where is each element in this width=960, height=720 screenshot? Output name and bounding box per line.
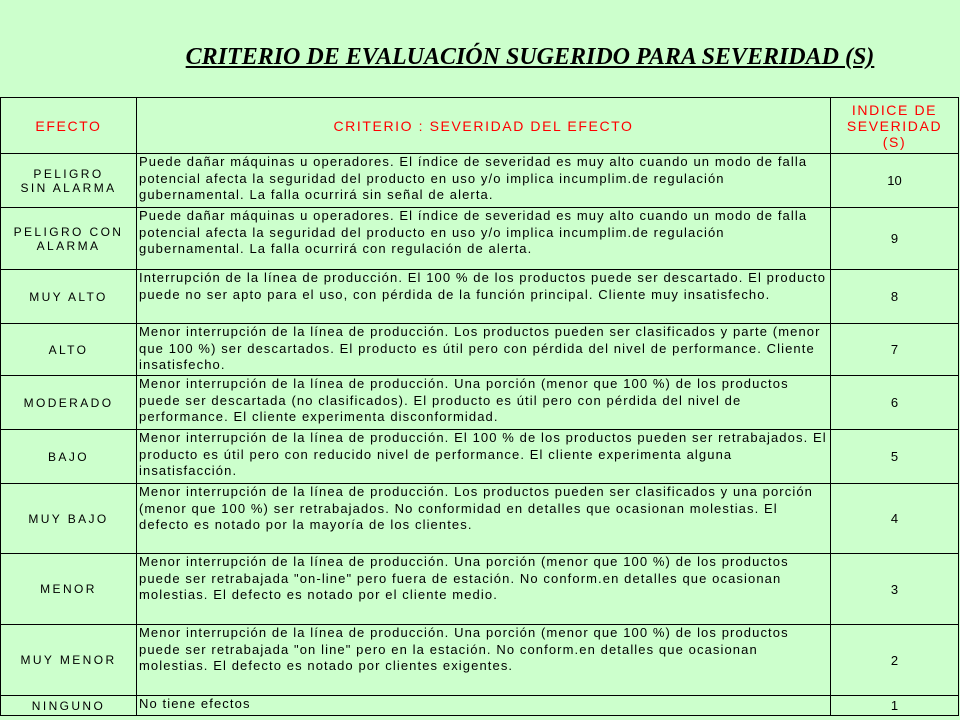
table-row (1, 554, 959, 625)
efecto-cell: ALTO (1, 324, 137, 376)
severity-criteria-table (0, 97, 959, 716)
indice-cell: 9 (831, 208, 959, 270)
indice-cell: 1 (831, 696, 959, 716)
criterio-cell: Puede dañar máquinas u operadores. El índice de severidad es muy alto cuando un modo de falla potencial afecta la seguridad del producto en uso y/o implica incumplim.de regulación gubernamental. La falla ocurrirá con regulación de alerta. (137, 208, 831, 270)
criterio-cell: Interrupción de la línea de producción. El 100 % de los productos puede ser descartado. El producto puede no ser apto para el uso, con pérdida de la función principal. Cliente muy insatisfecho. (137, 270, 831, 324)
table-row (1, 430, 959, 484)
table-row (1, 324, 959, 376)
efecto-cell: PELIGRO SIN ALARMA (1, 154, 137, 208)
criterio-cell: Menor interrupción de la línea de producción. Los productos pueden ser clasificados y una porción (menor que 100 %) ser retrabajados. No conformidad en detalles que ocasionan molestias. El defecto es notado por la mayoría de los clientes. (137, 484, 831, 554)
indice-cell: 10 (831, 154, 959, 208)
indice-cell: 4 (831, 484, 959, 554)
criterio-cell: Menor interrupción de la línea de producción. Una porción (menor que 100 %) de los productos puede ser descartada (no clasificados). El producto es útil pero con pérdida del nivel de performance. El cliente experimenta disconformidad. (137, 376, 831, 430)
indice-cell: 6 (831, 376, 959, 430)
efecto-cell: PELIGRO CON ALARMA (1, 208, 137, 270)
indice-cell: 2 (831, 625, 959, 696)
table-row (1, 270, 959, 324)
header-efecto: EFECTO (1, 98, 137, 154)
indice-cell: 8 (831, 270, 959, 324)
page-title: CRITERIO DE EVALUACIÓN SUGERIDO PARA SEVERIDAD (S) (185, 44, 875, 70)
efecto-cell: NINGUNO (1, 696, 137, 716)
table-row (1, 376, 959, 430)
criterio-cell: No tiene efectos (137, 696, 831, 716)
criterio-cell: Menor interrupción de la línea de producción. El 100 % de los productos pueden ser retrabajados. El producto es útil pero con reducido nivel de performance. El cliente experimenta alguna insatisfacción. (137, 430, 831, 484)
table-row (1, 696, 959, 716)
header-criterio: CRITERIO : SEVERIDAD DEL EFECTO (137, 98, 831, 154)
table-row (1, 484, 959, 554)
efecto-cell: MUY MENOR (1, 625, 137, 696)
header-indice: INDICE DE SEVERIDAD (S) (831, 98, 959, 154)
efecto-cell: BAJO (1, 430, 137, 484)
criterio-cell: Menor interrupción de la línea de producción. Una porción (menor que 100 %) de los productos puede ser retrabajada "on-line" pero fuera de estación. No conform.en detalles que ocasionan molestias. El defecto es notado por el cliente medio. (137, 554, 831, 625)
criterio-cell: Puede dañar máquinas u operadores. El índice de severidad es muy alto cuando un modo de falla potencial afecta la seguridad del producto en uso y/o implica incumplim.de regulación gubernamental. La falla ocurrirá sin señal de alerta. (137, 154, 831, 208)
indice-cell: 7 (831, 324, 959, 376)
table-row (1, 208, 959, 270)
criterio-cell: Menor interrupción de la línea de producción. Una porción (menor que 100 %) de los productos puede ser retrabajada "on line" pero en la estación. No conform.en detalles que ocasionan molestias. El defecto es notado por clientes exigentes. (137, 625, 831, 696)
table-row (1, 625, 959, 696)
table-row (1, 154, 959, 208)
efecto-cell: MODERADO (1, 376, 137, 430)
efecto-cell: MENOR (1, 554, 137, 625)
table-header-row (1, 98, 959, 154)
indice-cell: 3 (831, 554, 959, 625)
criterio-cell: Menor interrupción de la línea de producción. Los productos pueden ser clasificados y parte (menor que 100 %) ser descartados. El producto es útil pero con pérdida del nivel de performance. Cliente insatisfecho. (137, 324, 831, 376)
efecto-cell: MUY ALTO (1, 270, 137, 324)
indice-cell: 5 (831, 430, 959, 484)
efecto-cell: MUY BAJO (1, 484, 137, 554)
